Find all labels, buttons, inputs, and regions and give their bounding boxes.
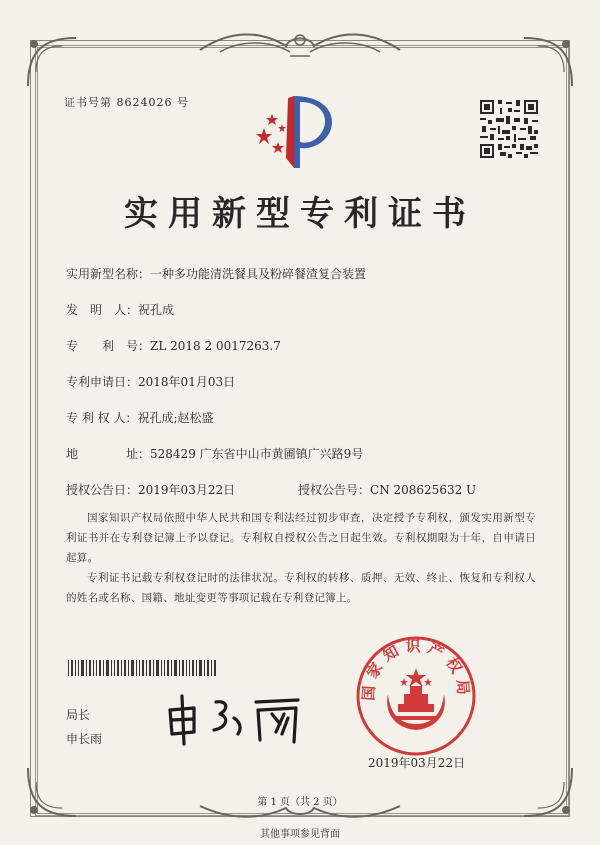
signatory-name: 申长雨 — [66, 732, 103, 746]
certificate-number — [64, 94, 189, 110]
barcode — [68, 660, 218, 676]
field-utility-model-name — [66, 265, 366, 282]
field-filing-date — [66, 373, 235, 390]
field-announcement-number — [298, 481, 476, 498]
corner-ornament-bottom-left — [22, 762, 82, 822]
field-label: 授权公告号： — [298, 483, 371, 497]
footer-note: 其他事项参见背面 — [260, 829, 340, 840]
field-value: 2019年03月22日 — [138, 483, 236, 497]
field-label: 专 利 号： — [66, 339, 151, 353]
field-label: 地 址： — [66, 447, 151, 461]
corner-ornament-bottom-right — [518, 762, 578, 822]
handwritten-signature — [160, 688, 310, 748]
patent-office-logo — [250, 88, 340, 178]
certificate-number-value: 8624026 — [116, 96, 173, 109]
top-ornament — [190, 26, 410, 60]
field-announcement-date — [66, 481, 235, 498]
field-value: 2018年01月03日 — [138, 375, 236, 389]
field-value: 一种多功能清洗餐具及粉碎餐渣复合装置 — [150, 267, 367, 281]
body-paragraph-1: 国家知识产权局依照中华人民共和国专利法经过初步审查，决定授予专利权，颁发实用新型专利证书并在专利登记簿上予以登记。专利权自授权公告之日起生效。专利权期限为十年，自申请日起算。 — [66, 512, 536, 564]
corner-ornament-top-left — [22, 32, 82, 92]
qr-code — [478, 98, 540, 160]
body-paragraph-2: 专利证书记载专利权登记时的法律状况。专利权的转移、质押、无效、终止、恢复和专利权人的姓名或名称、国籍、地址变更等事项记载在专利登记簿上。 — [66, 572, 536, 604]
field-label: 专 利 权 人： — [66, 411, 138, 425]
certificate-number-suffix: 号 — [177, 96, 189, 109]
seal-date: 2019年03月22日 — [368, 756, 466, 770]
certificate-title: 实用新型专利证书 — [124, 194, 476, 234]
field-patentee — [66, 409, 214, 426]
field-value: ZL 2018 2 0017263.7 — [150, 339, 281, 353]
field-inventor — [66, 301, 174, 318]
signatory-title: 局长 — [66, 708, 91, 722]
field-value: CN 208625632 U — [370, 483, 477, 497]
official-seal — [354, 634, 478, 758]
field-label: 发 明 人： — [66, 303, 139, 317]
field-value: 祝孔成 — [138, 303, 175, 317]
field-label: 实用新型名称： — [66, 267, 151, 281]
seal-text: 国家知识产权局 — [359, 637, 473, 702]
page-number: 第 1 页（共 2 页） — [257, 797, 343, 808]
certificate-number-label: 证书号第 — [64, 96, 112, 109]
field-label: 授权公告日： — [66, 483, 139, 497]
field-label: 专利申请日： — [66, 375, 139, 389]
field-value: 祝孔成;赵松盛 — [137, 411, 214, 425]
corner-ornament-top-right — [518, 32, 578, 92]
field-patent-number — [66, 337, 281, 354]
field-address — [66, 445, 363, 462]
field-value: 528429 广东省中山市黄圃镇广兴路9号 — [150, 447, 364, 461]
